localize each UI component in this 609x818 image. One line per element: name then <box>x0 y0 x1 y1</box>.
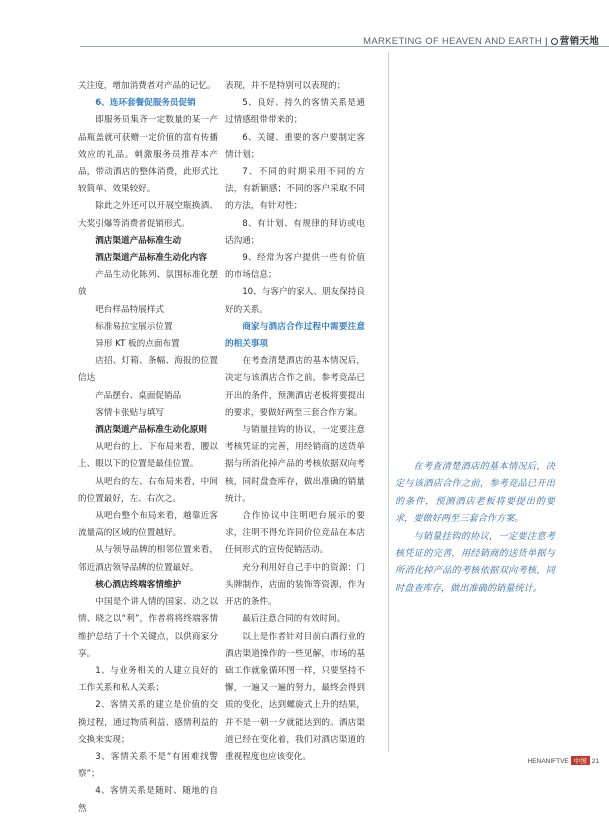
paragraph: 最后注意合同的有效时间。 <box>242 614 346 625</box>
paragraph: 3、客情关系不是“有困难找警察”； <box>78 751 218 780</box>
paragraph: 从吧台的左、右布局来看，中间的位置最好，左、右次之。 <box>78 476 218 504</box>
paragraph: 店招、灯箱、条幅、海报的位置信达 <box>78 356 218 384</box>
pull-quote <box>395 458 555 597</box>
paragraph: 标准易拉宝展示位置 <box>95 321 173 332</box>
paragraph: 1、与业务相关的人建立良好的工作关系和私人关系； <box>78 665 218 694</box>
paragraph: 合作协议中注明吧台展示的要求，注明不得允许同价位竞品在本店任何形式的宣传促销活动。 <box>225 511 365 556</box>
page-number: 21 <box>591 758 599 765</box>
paragraph: 中国是个讲人情的国家、动之以情、晓之以“利”，作者将将终端客情维护总结了十个关键点，以供商家分享。 <box>78 597 218 659</box>
page-footer <box>528 756 599 765</box>
section-heading: 酒店渠道产品标准生动 <box>95 235 182 246</box>
pull-quote-paragraph: 在考查清楚酒店的基本情况后，决定与该酒店合作之前，参考竞品已开出的条件，预测酒店老板将要提出的要求，要做好两至三套合作方案。 <box>395 461 555 525</box>
paragraph: 除此之外还可以开展空瓶换酒、大奖引爆等消费者促销形式。 <box>78 201 218 229</box>
article-column-2 <box>225 78 365 766</box>
paragraph: 吧台样品特展样式 <box>95 304 164 315</box>
section-heading: 核心酒店终端客情维护 <box>95 579 182 590</box>
paragraph: 与销量挂钩的协议，一定要注意考核凭证的完善，用经销商的送货单据与所消化掉产品的考核依据双向考核，同时盘查库存，做出准确的销量统计。 <box>225 425 365 504</box>
page-header <box>0 0 609 52</box>
paragraph: 在考查清楚酒店的基本情况后，决定与该酒店合作之前，参考竞品已开出的条件，预测酒店老板将要提出的要求，要做好两至三套合作方案。 <box>225 356 365 418</box>
paragraph: 以上是作者针对目前白酒行业的酒店渠道操作的一些见解，市场的基础工作就象循环图一样，只要坚持不懈，一遍又一遍的努力，最终会得到质的变化，达到螺旋式上升的结果，并不是一朝一夕就能达到的。酒店渠道已经在变化着，我们对酒店渠道的重视程度也应该变化。 <box>225 631 365 762</box>
section-heading: 商家与酒店合作过程中需要注意的相关事项 <box>225 321 365 350</box>
paragraph: 表现，并不是特别可以表现的； <box>225 81 346 91</box>
pull-quote-paragraph: 与销量挂钩的协议，一定要注意考核凭证的完善，用经销商的送货单据与所消化掉产品的考核依据双向考核，同时盘查库存，做出准确的销量统计。 <box>395 530 555 594</box>
section-heading: 酒店渠道产品标准生动化原则 <box>95 425 207 436</box>
footer-mark: 中国 <box>571 756 590 765</box>
paragraph: 5、良好、持久的客情关系是通过情感组带带来的； <box>225 98 365 126</box>
paragraph: 9、经常为客户提供一些有价值的市场信息； <box>225 253 365 281</box>
paragraph: 从吧台整个布局来看，越靠近客流量高的区域的位置越好。 <box>78 511 218 539</box>
paragraph: 2、客情关系的建立是价值的交换过程，通过物质利益、感情利益的交换来实现； <box>78 700 218 745</box>
footer-magazine: HENANIFTVE <box>527 758 569 765</box>
paragraph: 10、与客户的家人、朋友保持良好的关系。 <box>225 287 365 315</box>
sidebar-divider <box>388 52 389 752</box>
section-heading: 酒店渠道产品标准生动化内容 <box>95 253 207 264</box>
brand-circle-icon <box>551 38 558 45</box>
section-title: MARKETING OF HEAVEN AND EARTH <box>363 36 543 47</box>
paragraph: 从与领导品牌的相邻位置来看，邻近酒店领导品牌的位置最好。 <box>78 545 218 573</box>
paragraph: 8、有计划、有规律的拜访或电话沟通； <box>225 218 365 246</box>
paragraph: 产品摆台、桌面促销品 <box>95 390 182 401</box>
paragraph: 异形 KT 板的点面布置 <box>95 339 180 350</box>
paragraph: 从吧台的上、下布局来看，腰以上、眼以下的位置是最佳位置。 <box>78 442 218 470</box>
paragraph: 7、不同的时期采用不同的方法，有新颖感；不同的客户采取不同的方法，有针对性； <box>225 167 365 212</box>
paragraph: 关注度，增加消费者对产品的记忆。 <box>78 81 216 91</box>
paragraph: 4、客情关系是随时、随地的自然 <box>78 786 218 814</box>
paragraph: 产品生动化陈列、氛围标准化摆放 <box>78 270 218 298</box>
paragraph: 即服务员集齐一定数量的某一产品瓶盖就可获赠一定价值的富有传播效应的礼品。刺激服务员推荐本产品，带动酒店的整体消费，此形式比较简单、效果较好。 <box>78 115 218 195</box>
brand-name: 营销天地 <box>559 36 599 47</box>
paragraph: 充分利用好自己手中的资源：门头牌制作，店面的装饰等资源，作为开店的条件。 <box>225 562 365 608</box>
paragraph: 6、关键、重要的客户要制定客情计划； <box>225 132 365 160</box>
section-heading: 6、连环套餐促服务员促销 <box>95 98 196 109</box>
paragraph: 客情卡张贴与填写 <box>95 407 164 418</box>
header-title <box>363 33 599 47</box>
article-column-1 <box>78 78 218 818</box>
header-separator: | <box>545 36 548 47</box>
